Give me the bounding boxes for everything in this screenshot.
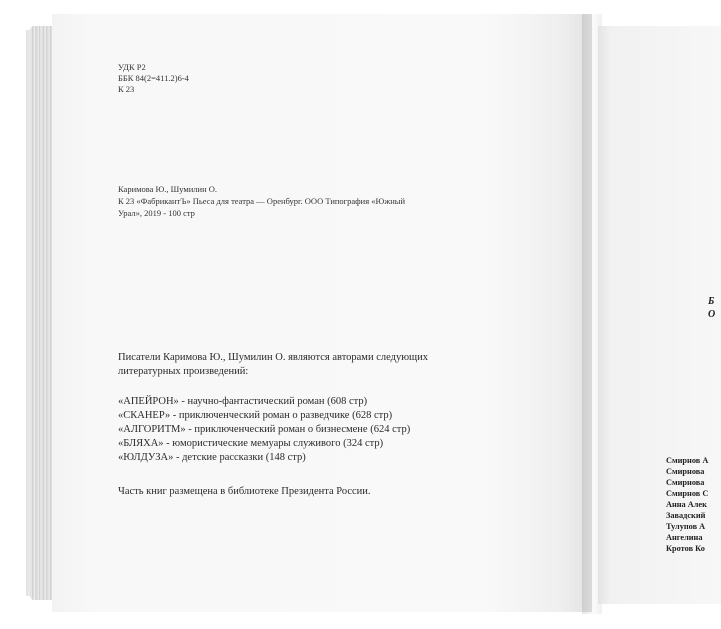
works-intro-line-1: Писатели Каримова Ю., Шумилин О. являются авторами следующих bbox=[118, 352, 429, 363]
name-item: Завадский bbox=[666, 511, 706, 520]
library-note: Часть книг размещена в библиотеке Президента России. bbox=[118, 486, 371, 497]
work-item: «АЛГОРИТМ» - приключенческий роман о бизнесмене (624 стр) bbox=[118, 424, 411, 435]
name-item: Смирнова bbox=[666, 467, 705, 476]
name-item: Анна Алек bbox=[666, 500, 707, 509]
works-intro-line-2: литературных произведений: bbox=[118, 366, 249, 377]
name-item: Смирнов С bbox=[666, 489, 709, 498]
name-item: Кротов Ко bbox=[666, 544, 705, 553]
work-item: «СКАНЕР» - приключенческий роман о разведчике (628 стр) bbox=[118, 410, 393, 421]
bibliography-authors: Каримова Ю., Шумилин О. bbox=[118, 184, 218, 194]
left-page bbox=[52, 14, 592, 612]
name-item: Смирнов А bbox=[666, 456, 709, 465]
udk-code: УДК Р2 bbox=[118, 62, 146, 72]
right-page bbox=[598, 26, 721, 604]
work-item: «АПЕЙРОН» - научно-фантастический роман (608 стр) bbox=[118, 396, 368, 407]
name-item: Тулупов А bbox=[666, 522, 706, 531]
bibliography-line-2: Урал», 2019 - 100 стр bbox=[118, 208, 195, 218]
author-index: К 23 bbox=[118, 84, 135, 94]
name-item: Ангелина bbox=[666, 533, 703, 542]
name-item: Смирнова bbox=[666, 478, 705, 487]
italic-line: О bbox=[708, 309, 716, 320]
bbk-code: ББК 84(2=411.2)6-4 bbox=[118, 73, 189, 83]
bibliography-line-1: К 23 «ФабрикантЪ» Пьеса для театра — Оренбург. ООО Типография «Южный bbox=[118, 196, 406, 206]
page-stack-edges bbox=[30, 26, 54, 600]
work-item: «БЛЯХА» - юмористические мемуары служивого (324 стр) bbox=[118, 438, 384, 449]
italic-line: Б bbox=[708, 296, 715, 307]
work-item: «ЮЛДУЗА» - детские рассказки (148 стр) bbox=[118, 452, 306, 463]
